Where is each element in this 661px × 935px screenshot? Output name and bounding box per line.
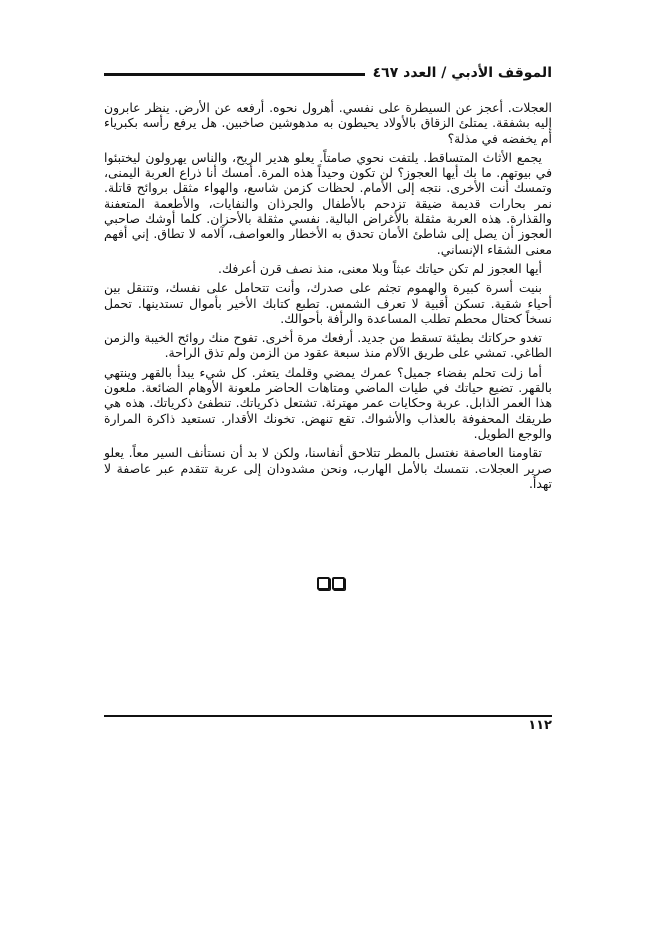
paragraph: أما زلت تحلم بفضاء جميل؟ عمرك يمضي وقلمك يتعثر. كل شيء يبدأ بالقهر وينتهي بالقهر. تضيع حياتك في طيات الماضي ومتاهات الحاضر ملعونة الأوهام الضائعة. ملعون هذا العمر الذابل. عربة وحكايات عمر مهترئة. تشتعل ذكرياتك. تنطفئ ذكرياتك. هذه هي طريقك المحفوفة بالعذاب والأشواك. تقع تنهض. تخونك الأقدار. تستعيد ذاكرة المرارة والوجع الطويل.: [104, 364, 552, 441]
paragraph: تقاومنا العاصفة نغتسل بالمطر تتلاحق أنفاسنا، ولكن لا بد أن نستأنف السير معاً. يعلو صرير العجلات. نتمسك بالأمل الهارب، ونحن مشدودان إلى عربة تتقدم عبر عاصفة لا تهدأ.: [104, 445, 552, 491]
running-header: [104, 64, 552, 86]
paragraph: تغدو حركاتك بطيئة تسقط من جديد. أرفعك مرة أخرى. تفوح منك روائح الخيبة والزمن الطاغي. تمشي على طريق الآلام منذ سبعة عقود من الزمن ولم تذق الراحة.: [104, 330, 552, 361]
footer-rule: [104, 715, 552, 717]
paragraph: بنيت أسرة كبيرة والهموم تجثم على صدرك، وأنت تتحامل على نفسك، وتتنقل بين أحياء شقية. تسكن أقبية لا تعرف الشمس. تطبع كتابك الأخير بأموال تستدينها. تحمل نسخاً كحتال محطم تطلب المساعدة والرأفة بأحوالك.: [104, 280, 552, 326]
paragraph: يجمع الأثاث المتساقط. يلتفت نحوي صامتاً. يعلو هدير الريح، والناس يهرولون ليختبئوا في بيوتهم. ما بك أيها العجوز؟ لن تكون وحيداً هذه المرة. أمسك أنا ذراع العربة اليمنى، وتمسك أنت الأخرى. نتجه إلى الأمام. لحظات كزمن شاسع، والهواء مثقل بروائح قاتلة. نمر بحارات قديمة ضيقة تزدحم بالأطفال والجرذان والنفايات، والأطعمة المتعفنة والقذارة. هذه العربة مثقلة بالأغراض البالية. نفسي مثقلة بالأحزان. كلما أوشك صاحبي العجوز أن يصل إلى شاطئ الأمان تحدق به الأخطار والعواصف، آلامه لا تطاق. إني أفهم معنى الشقاء الإنساني.: [104, 149, 552, 257]
end-square-icon: [332, 577, 345, 590]
article-body: [104, 100, 552, 495]
journal-title: الموقف الأدبي / العدد ٤٦٧: [365, 64, 552, 82]
end-mark: [0, 575, 661, 594]
paragraph: أيها العجوز لم تكن حياتك عبثاً وبلا معنى، منذ نصف قرن أعرفك.: [218, 260, 542, 276]
paragraph: العجلات. أعجز عن السيطرة على نفسي. أهرول نحوه. أرفعه عن الأرض. ينظر عابرون إليه بشفقة. يمتلئ الزقاق بالأولاد يحيطون به مدهوشين صاخبين. هل يرفع رأسه بكبرياء أم يخفضه في مذلة؟: [104, 100, 552, 146]
page-number: ١١٢: [528, 718, 552, 733]
end-square-icon: [317, 577, 330, 590]
